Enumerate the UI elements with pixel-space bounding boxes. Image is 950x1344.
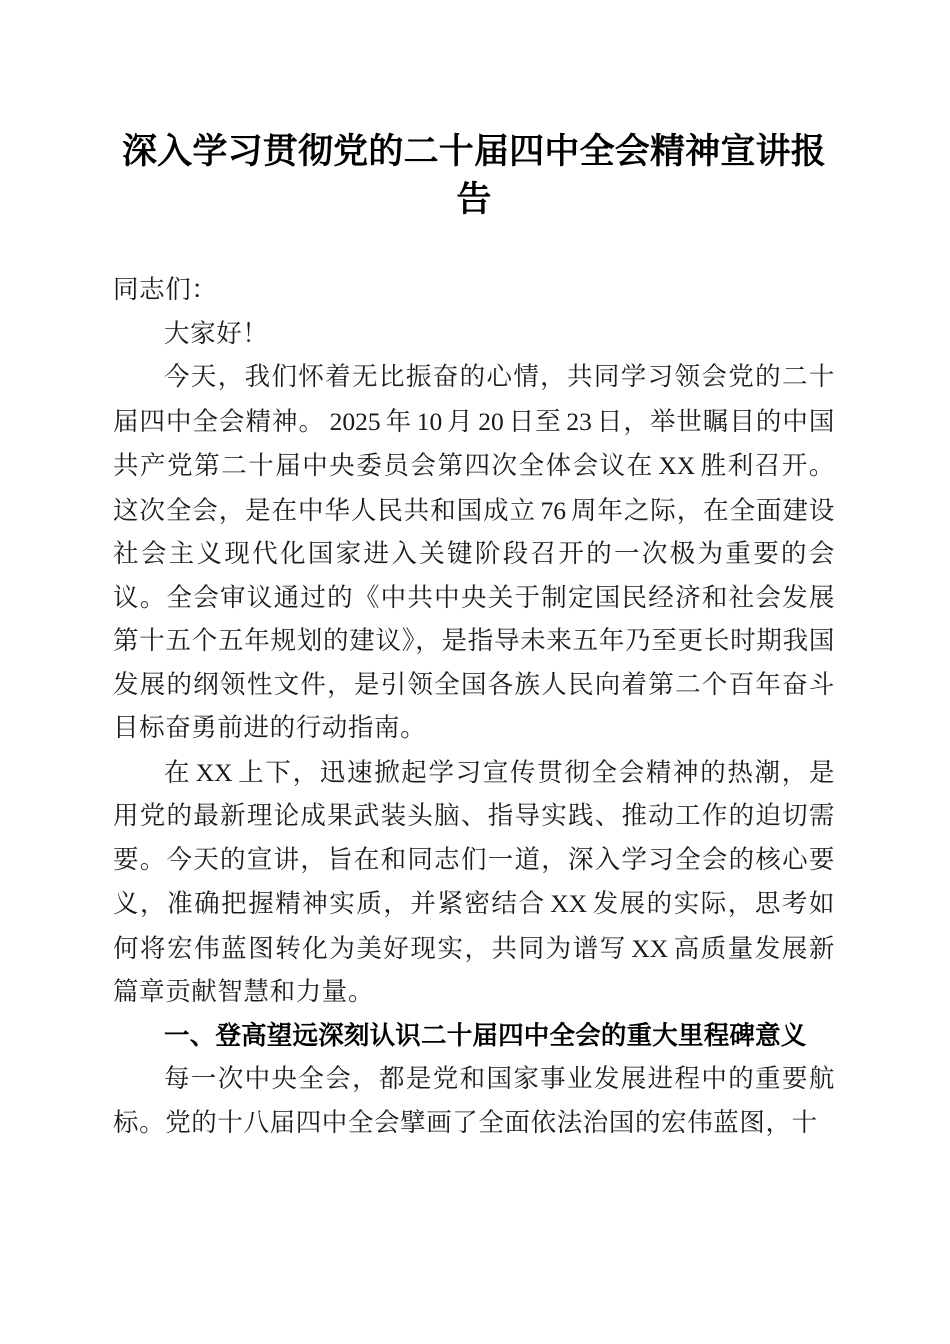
latin-run: XX <box>195 757 233 787</box>
latin-run: XX <box>658 451 696 480</box>
document-title: 深入学习贯彻党的二十届四中全会精神宣讲报告 <box>121 132 826 219</box>
latin-run: 20 <box>478 406 504 436</box>
salutation-line: 同志们： <box>113 275 218 305</box>
latin-run: 23 <box>566 406 592 436</box>
latin-run: 76 <box>540 495 567 525</box>
section-heading-1: 一、登高望远深刻认识二十届四中全会的重大里程碑意义 <box>164 1021 807 1050</box>
greeting-line: 大家好！ <box>164 318 269 349</box>
latin-run: XX <box>550 889 588 918</box>
latin-run: XX <box>631 933 669 963</box>
body-paragraph-2: 在 XX 上下，迅速掀起学习宣传贯彻全会精神的热潮，是用党的最新理论成果武装头脑、指导实践、推动工作的迫切需要。今天的宣讲，旨在和同志们一道，深入学习全会的核心要义，准确把握精神实质，并紧密结合 XX 发展的实际，思考如何将宏伟蓝图转化为美好现实，共同为谱写 XX 高质量发展新篇章贡献智慧和力量。 <box>113 757 836 1007</box>
latin-run: 10 <box>416 406 443 436</box>
body-paragraph-1: 今天，我们怀着无比振奋的心情，共同学习领会党的二十届四中全会精神。 2025 年 10 月 20 日至 23 日，举世瞩目的中国共产党第二十届中央委员会第四次全体会议在 XX 胜利召开。这次全会，是在中华人民共和国成立 76 周年之际，在全面建设社会主义现代化国家进入关键阶段召开的一次极为重要的会议。全会审议通过的《中共中央关于制定国民经济和社会发展第十五个五年规划的建议》，是指导未来五年乃至更长时期我国发展的纲领性文件，是引领全国各族人民向着第二个百年奋斗目标奋勇前进的行动指南。 <box>113 362 835 743</box>
page-text-column <box>113 0 835 1145</box>
section-1-paragraph-1: 每一次中央全会，都是党和国家事业发展进程中的重要航标。党的十八届四中全会擘画了全面依法治国的宏伟蓝图，十 <box>113 1064 835 1138</box>
latin-run: 2025 <box>329 406 381 436</box>
